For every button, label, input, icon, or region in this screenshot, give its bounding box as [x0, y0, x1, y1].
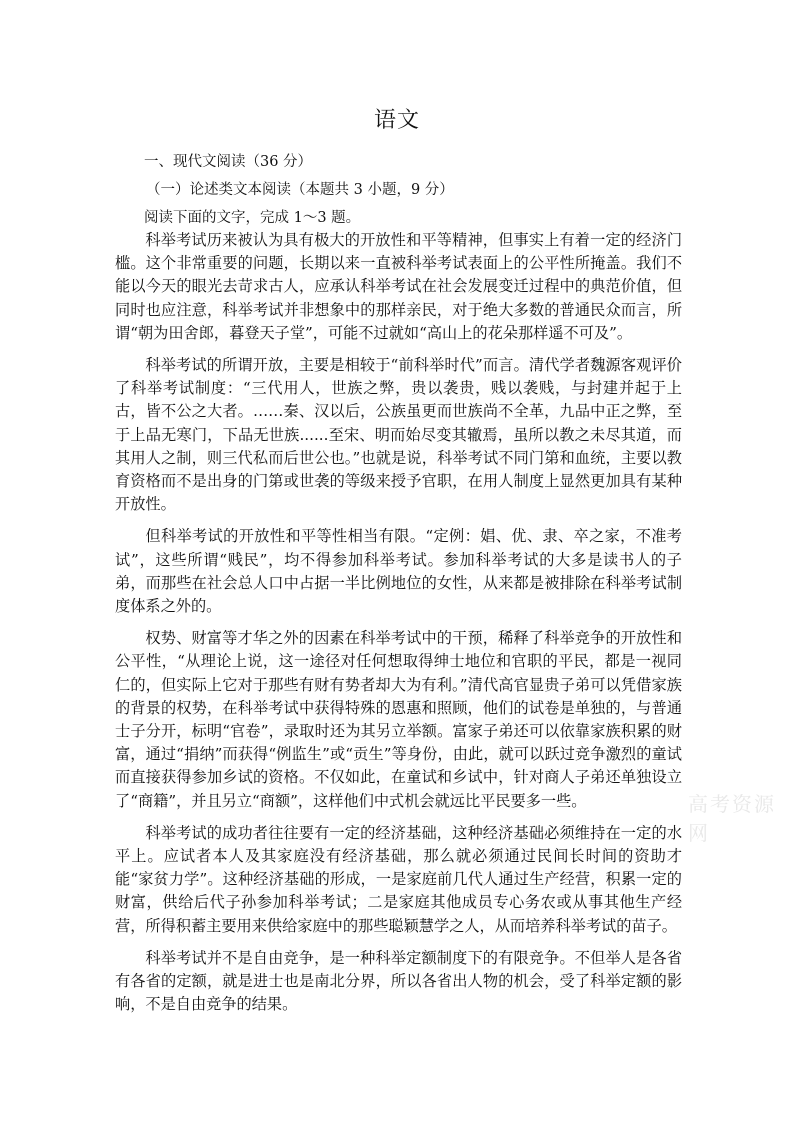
subsection-heading: （一）论述类文本阅读（本题共 3 小题，9 分） [146, 182, 454, 198]
paragraph-1: 科举考试历来被认为具有极大的开放性和平等精神，但事实上有着一定的经济门槛。这个非常重要的问题，长期以来一直被科举考试表面上的公平性所掩盖。我们不能以今天的眼光去苛求古人，应承认科举考试在社会发展变迁过程中的典范价值，但同时也应注意，科举考试并非想象中的那样亲民，对于绝大多数的普通民众而言，所谓“朝为田舍郎，暮登天子堂”，可能不过就如“高山上的花朵那样遥不可及”。 [115, 231, 682, 342]
section-heading: 一、现代文阅读（36 分） [144, 154, 313, 170]
reading-instruction: 阅读下面的文字，完成 1～3 题。 [144, 210, 361, 226]
paragraph-5: 科举考试的成功者往往要有一定的经济基础，这种经济基础必须维持在一定的水平上。应试者本人及其家庭没有经济基础，那么就必须通过民间长时间的资助才能“家贫力学”。这种经济基础的形成，一是家庭前几代人通过生产经营，积累一定的财富，供给后代子孙参加科举考试；二是家庭其他成员专心务农或从事其他生产经营，所得积蓄主要用来供给家庭中的那些聪颖慧学之人，从而培养科举考试的苗子。 [115, 823, 682, 935]
watermark: 高考资源网 [688, 792, 776, 845]
paragraph-3: 但科举考试的开放性和平等性相当有限。“定例：娼、优、隶、卒之家，不准考试”，这些所谓“贱民”，均不得参加科举考试。参加科举考试的大多是读书人的子弟，而那些在社会总人口中占据一半比例地位的女性，从来都是被排除在科举考试制度体系之外的。 [115, 527, 682, 616]
article-body [115, 229, 682, 1026]
paragraph-4: 权势、财富等才华之外的因素在科举考试中的干预，稀释了科举竞争的开放性和公平性，“从理论上说，这一途径对任何想取得绅士地位和官职的平民，都是一视同仁的，但实际上它对于那些有财有势者却大为有利。”清代高官显贵子弟可以凭借家族的背景的权势，在科举考试中获得特殊的恩惠和照顾，他们的试卷是单独的，与普通士子分开，标明“官卷”，录取时还为其另立举额。富家子弟还可以依靠家族积累的财富，通过“捐纳”而获得“例监生”或“贡生”等身份，由此，就可以跃过竞争激烈的童试而直接获得参加乡试的资格。不仅如此，在童试和乡试中，针对商人子弟还单独设立了“商籍”，并且另立“商额”，这样他们中式机会就远比平民要多一些。 [115, 629, 682, 810]
paragraph-2: 科举考试的所谓开放，主要是相较于“前科举时代”而言。清代学者魏源客观评价了科举考试制度：“三代用人，世族之弊，贵以袭贵，贱以袭贱，与封建并起于上古，皆不公之大者。……秦、汉以后，公族虽更而世族尚不全革，九品中正之弊，至于上品无寒门，下品无世族......至宋、明而始尽变其辙焉，虽所以教之未尽其道，而其用人之制，则三代私而后世公也。”也就是说，科举考试不同门第和血统，主要以教育资格而不是出身的门第或世袭的等级来授予官职，在用人制度上显然更加具有某种开放性。 [115, 356, 682, 514]
paragraph-6: 科举考试并不是自由竞争，是一种科举定额制度下的有限竞争。不但举人是各省有各省的定额，就是进士也是南北分界，所以各省出人物的机会，受了科举定额的影响，不是自由竞争的结果。 [115, 948, 682, 1014]
page-title: 语文 [373, 108, 420, 133]
